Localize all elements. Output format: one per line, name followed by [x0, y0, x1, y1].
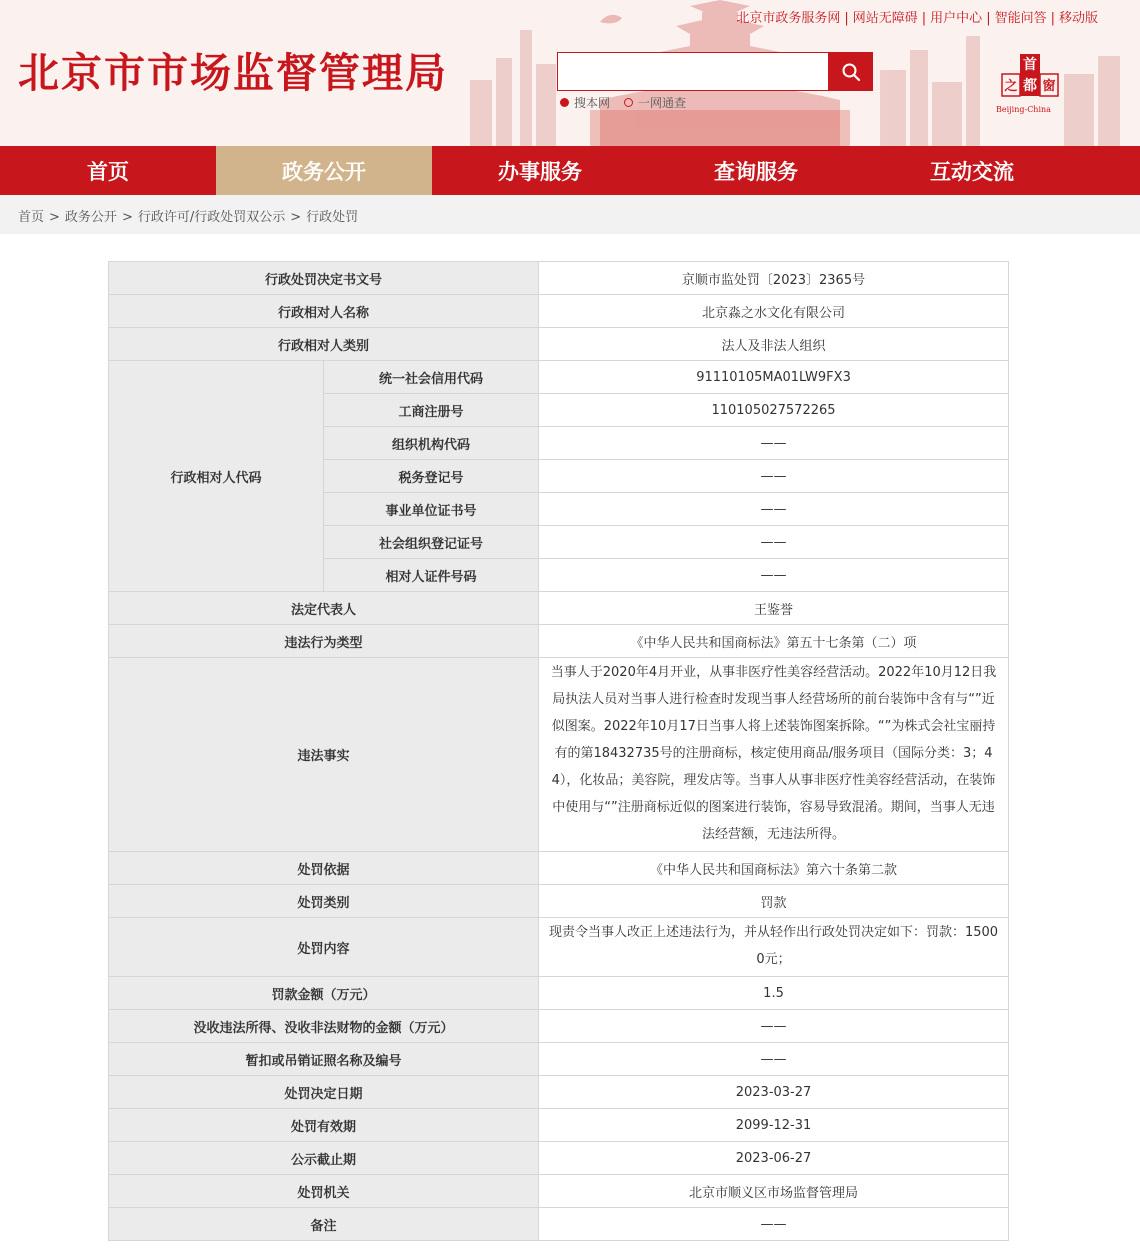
fine-amount: 1.5 — [539, 977, 1009, 1010]
search-button[interactable] — [829, 52, 873, 91]
radio-unchecked-icon — [624, 98, 633, 107]
table-row — [109, 1175, 1009, 1208]
penalty-info-table — [108, 261, 1009, 1241]
confiscated-amount: —— — [539, 1010, 1009, 1043]
row-label: 组织机构代码 — [324, 427, 539, 460]
org-code: —— — [539, 427, 1009, 460]
nav-gov-affairs[interactable]: 政务公开 — [216, 146, 432, 195]
svg-text:窗: 窗 — [1042, 79, 1056, 94]
nav-interaction[interactable]: 互动交流 — [930, 159, 1014, 184]
row-label: 工商注册号 — [324, 394, 539, 427]
row-label: 违法行为类型 — [109, 625, 539, 658]
row-label: 行政相对人类别 — [109, 328, 539, 361]
nav-home[interactable]: 首页 — [87, 159, 129, 184]
row-label: 社会组织登记证号 — [324, 526, 539, 559]
link-accessibility[interactable]: 网站无障碍 — [852, 11, 918, 26]
breadcrumb-gov-affairs[interactable]: 政务公开 — [64, 210, 117, 225]
row-label: 行政处罚决定书文号 — [109, 262, 539, 295]
table-row — [109, 1109, 1009, 1142]
row-label: 处罚内容 — [109, 918, 539, 977]
row-label: 处罚机关 — [109, 1175, 539, 1208]
row-label: 法定代表人 — [109, 592, 539, 625]
row-label: 暂扣或吊销证照名称及编号 — [109, 1043, 539, 1076]
table-row — [109, 658, 1009, 852]
violation-type: 《中华人民共和国商标法》第五十七条第（二）项 — [539, 625, 1009, 658]
tax-reg-number: —— — [539, 460, 1009, 493]
credit-code: 91110105MA01LW9FX3 — [539, 361, 1009, 394]
search-scope-site[interactable]: 搜本网 — [560, 94, 610, 111]
breadcrumb-penalty[interactable]: 行政处罚 — [306, 210, 359, 225]
search-input[interactable] — [558, 53, 828, 90]
valid-until: 2099-12-31 — [539, 1109, 1009, 1142]
nav-query[interactable]: 查询服务 — [714, 159, 798, 184]
row-label: 备注 — [109, 1208, 539, 1241]
table-row — [109, 1010, 1009, 1043]
svg-text:首: 首 — [1023, 57, 1037, 73]
table-row — [109, 885, 1009, 918]
decision-date: 2023-03-27 — [539, 1076, 1009, 1109]
search-scope-all[interactable]: 一网通查 — [624, 94, 686, 111]
top-links: 北京市政务服务网 | 网站无障碍 | 用户中心 | 智能问答 | 移动版 — [736, 11, 1098, 26]
penalty-basis: 《中华人民共和国商标法》第六十条第二款 — [539, 852, 1009, 885]
link-smart-qa[interactable]: 智能问答 — [994, 11, 1047, 26]
breadcrumb-dual-publicity[interactable]: 行政许可/行政处罚双公示 — [137, 210, 286, 225]
remarks: —— — [539, 1208, 1009, 1241]
table-row — [109, 1043, 1009, 1076]
table-row — [109, 592, 1009, 625]
social-org-reg-number: —— — [539, 526, 1009, 559]
decision-number: 京顺市监处罚〔2023〕2365号 — [539, 262, 1009, 295]
violation-facts: 当事人于2020年4月开业，从事非医疗性美容经营活动。2022年10月12日我局执法人员对当事人进行检查时发现当事人经营场所的前台装饰中含有与“”近似图案。2022年10月17日当事人将上述装饰图案拆除。“”为株式会社宝丽持有的第18432735号的注册商标，核定使用商品/服务项目（国际分类：3；44），化妆品；美容院，理发店等。当事人从事非医疗性美容经营活动，在装饰中使用与“”注册商标近似的图案进行装饰，容易导致混淆。期间，当事人无违法经营额，无违法所得。 — [539, 658, 1009, 852]
search-icon — [841, 62, 861, 82]
table-row — [109, 625, 1009, 658]
breadcrumb-bar — [0, 195, 1140, 234]
institution-cert-number: —— — [539, 493, 1009, 526]
table-row — [109, 328, 1009, 361]
link-user-center[interactable]: 用户中心 — [930, 11, 983, 26]
table-row — [109, 1076, 1009, 1109]
table-row — [109, 361, 1009, 394]
row-label: 没收违法所得、没收非法财物的金额（万元） — [109, 1010, 539, 1043]
svg-text:都: 都 — [1023, 78, 1037, 94]
row-label: 处罚类别 — [109, 885, 539, 918]
penalty-content: 现责令当事人改正上述违法行为，并从轻作出行政处罚决定如下：罚款：15000元； — [539, 918, 1009, 977]
business-reg-number: 110105027572265 — [539, 394, 1009, 427]
table-row — [109, 1208, 1009, 1241]
logo-subtitle: Beijing-China — [996, 105, 1051, 114]
row-label: 处罚决定日期 — [109, 1076, 539, 1109]
main-nav — [0, 146, 1140, 195]
penalty-category: 罚款 — [539, 885, 1009, 918]
row-label: 事业单位证书号 — [324, 493, 539, 526]
radio-checked-icon — [560, 98, 569, 107]
row-label: 税务登记号 — [324, 460, 539, 493]
license-revoked: —— — [539, 1043, 1009, 1076]
row-group-label: 行政相对人代码 — [109, 361, 324, 592]
breadcrumb-home[interactable]: 首页 — [18, 210, 45, 225]
row-label: 处罚有效期 — [109, 1109, 539, 1142]
row-label: 违法事实 — [109, 658, 539, 852]
party-type: 法人及非法人组织 — [539, 328, 1009, 361]
search-box — [557, 52, 829, 91]
legal-representative: 王鉴誉 — [539, 592, 1009, 625]
table-row — [109, 262, 1009, 295]
site-header — [0, 0, 1140, 146]
row-label: 公示截止期 — [109, 1142, 539, 1175]
row-label: 行政相对人名称 — [109, 295, 539, 328]
penalty-authority: 北京市顺义区市场监督管理局 — [539, 1175, 1009, 1208]
table-row — [109, 918, 1009, 977]
svg-text:之: 之 — [1004, 79, 1018, 94]
breadcrumb: 首页 > 政务公开 > 行政许可/行政处罚双公示 > 行政处罚 — [18, 210, 359, 225]
party-id-number: —— — [539, 559, 1009, 592]
publicity-end-date: 2023-06-27 — [539, 1142, 1009, 1175]
row-label: 统一社会信用代码 — [324, 361, 539, 394]
site-title: 北京市市场监督管理局 — [18, 49, 448, 97]
link-mobile[interactable]: 移动版 — [1058, 11, 1098, 26]
table-row — [109, 852, 1009, 885]
table-row — [109, 1142, 1009, 1175]
party-name: 北京淼之水文化有限公司 — [539, 295, 1009, 328]
nav-services[interactable]: 办事服务 — [498, 159, 582, 184]
row-label: 处罚依据 — [109, 852, 539, 885]
search-scope-options — [560, 94, 686, 111]
row-label: 相对人证件号码 — [324, 559, 539, 592]
row-label: 罚款金额（万元） — [109, 977, 539, 1010]
table-row — [109, 977, 1009, 1010]
link-gov-service[interactable]: 北京市政务服务网 — [736, 11, 841, 26]
table-row — [109, 295, 1009, 328]
